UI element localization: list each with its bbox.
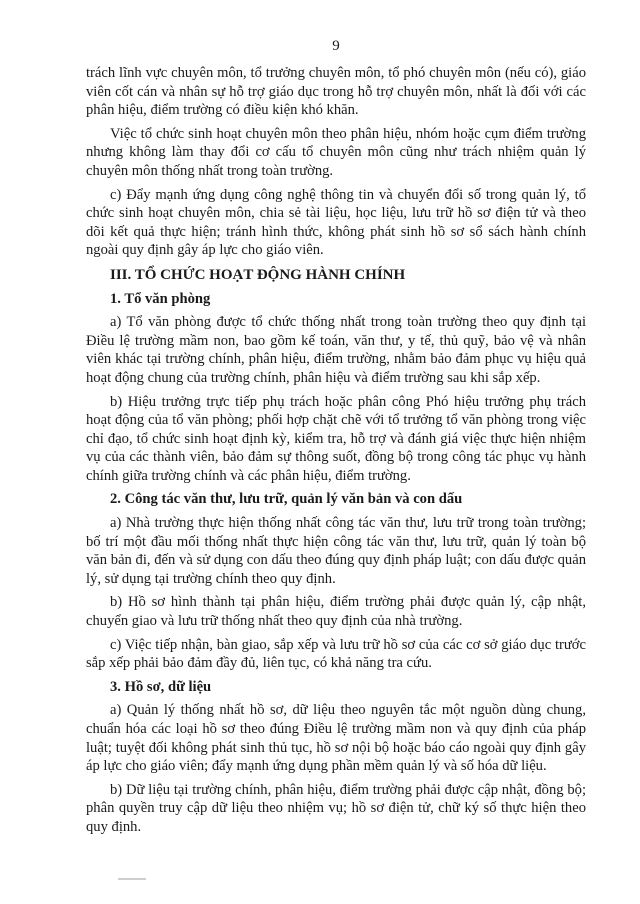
subsection-heading: 2. Công tác văn thư, lưu trữ, quản lý văn bản và con dấu — [110, 491, 463, 508]
paragraph: c) Đẩy mạnh ứng dụng công nghệ thông tin và chuyển đổi số trong quản lý, tổ chức sinh hoạt chuyên môn, chia sẻ tài liệu, học liệu, lưu trữ hồ sơ điện tử và theo dõi kết quả thực hiện; tránh hình thức, không phát sinh hồ sơ sổ sách hành chính ngoài quy định gây áp lực cho giáo viên. — [86, 186, 586, 259]
paragraph: a) Quản lý thống nhất hồ sơ, dữ liệu theo nguyên tắc một nguồn dùng chung, chuẩn hóa các loại hồ sơ theo đúng Điều lệ trường mầm non và quy định của pháp luật; tuyệt đối không phát sinh thủ tục, hồ sơ nội bộ hoặc báo cáo ngoài quy định gây áp lực cho giáo viên; đẩy mạnh ứng dụng phần mềm quản lý và số hóa dữ liệu. — [86, 702, 586, 775]
paragraph: c) Việc tiếp nhận, bàn giao, sắp xếp và lưu trữ hồ sơ của các cơ sở giáo dục trước sắp xếp phải bảo đảm đầy đủ, liên tục, có khả năng tra cứu. — [86, 636, 586, 672]
subsection-heading: 1. Tổ văn phòng — [110, 290, 211, 307]
paragraph: b) Hiệu trưởng trực tiếp phụ trách hoặc phân công Phó hiệu trưởng phụ trách hoạt động của tổ văn phòng; phối hợp chặt chẽ với tổ trưởng tổ văn phòng trong việc chỉ đạo, tổ chức sinh hoạt định kỳ, kiểm tra, hỗ trợ và đánh giá việc thực hiện nhiệm vụ của các thành viên, bảo đảm sự thông suốt, đồng bộ trong công tác phục vụ hành chính giữa trường chính và các phân hiệu, điểm trường. — [86, 393, 586, 484]
page-number: 9 — [332, 38, 340, 54]
paragraph: a) Tổ văn phòng được tổ chức thống nhất trong toàn trường theo quy định tại Điều lệ trường mầm non, bao gồm kế toán, văn thư, y tế, thủ quỹ, bảo vệ và nhân viên khác tại trường chính, phân hiệu, điểm trường, nhằm bảo đảm phục vụ hiệu quả hoạt động chung của trường chính, phân hiệu và điểm trường sau khi sắp xếp. — [86, 314, 586, 386]
paragraph: b) Dữ liệu tại trường chính, phân hiệu, điểm trường phải được cập nhật, đồng bộ; phân quyền truy cập dữ liệu theo nhiệm vụ; hồ sơ điện tử, chữ ký số thực hiện theo quy định. — [86, 781, 586, 835]
subsection-heading: 3. Hồ sơ, dữ liệu — [110, 678, 212, 695]
paragraph: a) Nhà trường thực hiện thống nhất công tác văn thư, lưu trữ trong toàn trường; bố trí một đầu mối thống nhất thực hiện công tác văn thư, lưu trữ, quản lý toàn bộ văn bản đi, đến và sử dụng con dấu theo đúng quy định pháp luật; con dấu được quản lý, sử dụng tại trường chính theo quy định. — [86, 515, 586, 587]
section-heading: III. TỔ CHỨC HOẠT ĐỘNG HÀNH CHÍNH — [110, 266, 406, 283]
paragraph: b) Hồ sơ hình thành tại phân hiệu, điểm trường phải được quản lý, cập nhật, chuyển giao và lưu trữ thống nhất theo quy định của nhà trường. — [86, 594, 586, 630]
paragraph: Việc tổ chức sinh hoạt chuyên môn theo phân hiệu, nhóm hoặc cụm điểm trường nhưng không làm thay đổi cơ cấu tổ chuyên môn cũng như trách nhiệm quản lý chuyên môn thống nhất trong toàn trường. — [86, 125, 586, 179]
paragraph-continued: trách lĩnh vực chuyên môn, tổ trưởng chuyên môn, tổ phó chuyên môn (nếu có), giáo viên cốt cán và nhân sự hỗ trợ giáo dục trong hỗ trợ chuyên môn, nhất là đối với các phân hiệu, điểm trường có điều kiện khó khăn. — [86, 65, 586, 119]
document-body — [86, 64, 586, 837]
footer-mark — [118, 878, 146, 880]
